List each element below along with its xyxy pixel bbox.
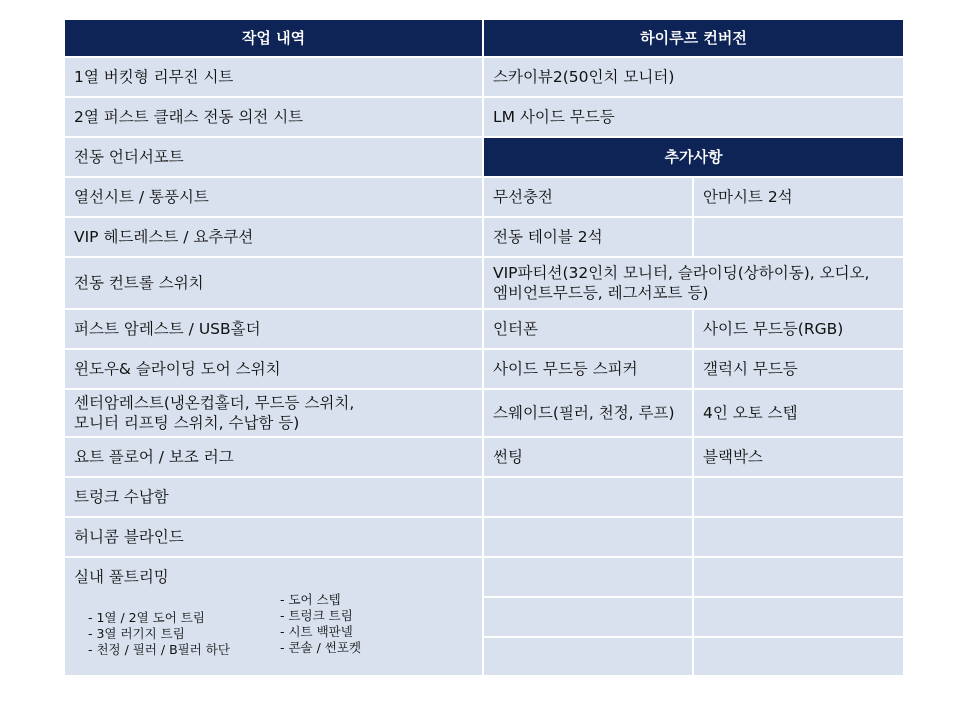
extra-mood-speaker: 사이드 무드등 스피커 <box>484 350 692 388</box>
empty-cell <box>694 598 903 636</box>
conversion-item-2: LM 사이드 무드등 <box>484 98 903 136</box>
header-hiroof-conversion: 하이루프 컨버전 <box>484 20 903 56</box>
extra-vip-partition-line-2: 엠비언트무드등, 레그서포트 등) <box>493 284 709 302</box>
empty-cell <box>694 478 903 516</box>
trim-sub-list-left <box>88 610 230 658</box>
left-item-6: 전동 컨트롤 스위치 <box>65 258 482 308</box>
extra-side-mood-rgb: 사이드 무드등(RGB) <box>694 310 903 348</box>
left-item-9-line-1: 센터암레스트(냉온컵홀더, 무드등 스위치, <box>74 394 355 412</box>
left-item-8: 윈도우& 슬라이딩 도어 스위치 <box>65 350 482 388</box>
header-extras: 추가사항 <box>484 138 903 176</box>
left-item-7: 퍼스트 암레스트 / USB홀더 <box>65 310 482 348</box>
extra-massage-seat: 안마시트 2석 <box>694 178 903 216</box>
left-item-5: VIP 헤드레스트 / 요추쿠션 <box>65 218 482 256</box>
empty-cell <box>484 558 692 596</box>
trim-sub-item: - 트렁크 트림 <box>280 608 353 623</box>
left-item-13-label: 실내 풀트리밍 <box>74 568 169 586</box>
extra-electric-table: 전동 테이블 2석 <box>484 218 692 256</box>
extra-empty-r2 <box>694 218 903 256</box>
left-item-1: 1열 버킷형 리무진 시트 <box>65 58 482 96</box>
extra-vip-partition <box>484 258 903 308</box>
left-item-2: 2열 퍼스트 클래스 전동 의전 시트 <box>65 98 482 136</box>
left-item-4: 열선시트 / 통풍시트 <box>65 178 482 216</box>
extra-galaxy-mood: 갤럭시 무드등 <box>694 350 903 388</box>
extra-intercom: 인터폰 <box>484 310 692 348</box>
empty-cell <box>484 598 692 636</box>
conversion-item-1: 스카이뷰2(50인치 모니터) <box>484 58 903 96</box>
extra-wireless-charging: 무선충전 <box>484 178 692 216</box>
trim-sub-list-right <box>280 592 361 656</box>
empty-cell <box>484 478 692 516</box>
left-item-3: 전동 언더서포트 <box>65 138 482 176</box>
trim-sub-item: - 시트 백판넬 <box>280 624 353 639</box>
empty-cell <box>694 558 903 596</box>
empty-cell <box>484 518 692 556</box>
left-item-10: 요트 플로어 / 보조 러그 <box>65 438 482 476</box>
left-item-9-line-2: 모니터 리프팅 스위치, 수납함 등) <box>74 414 300 432</box>
empty-cell <box>694 518 903 556</box>
extra-blackbox: 블랙박스 <box>694 438 903 476</box>
empty-cell <box>694 638 903 675</box>
left-item-11: 트렁크 수납함 <box>65 478 482 516</box>
left-item-9 <box>65 390 482 436</box>
trim-sub-item: - 도어 스텝 <box>280 592 341 607</box>
trim-sub-item: - 콘솔 / 썬포켓 <box>280 640 362 655</box>
left-item-12: 허니콤 블라인드 <box>65 518 482 556</box>
extra-vip-partition-line-1: VIP파티션(32인치 모니터, 슬라이딩(상하이동), 오디오, <box>493 264 870 282</box>
extra-auto-step: 4인 오토 스텝 <box>694 390 903 436</box>
trim-sub-item: - 천정 / 필러 / B필러 하단 <box>88 642 230 657</box>
extra-tinting: 썬팅 <box>484 438 692 476</box>
extra-suede: 스웨이드(필러, 천정, 루프) <box>484 390 692 436</box>
trim-sub-item: - 1열 / 2열 도어 트림 <box>88 610 205 625</box>
empty-cell <box>484 638 692 675</box>
header-work-list: 작업 내역 <box>65 20 482 56</box>
trim-sub-item: - 3열 러기지 트림 <box>88 626 185 641</box>
